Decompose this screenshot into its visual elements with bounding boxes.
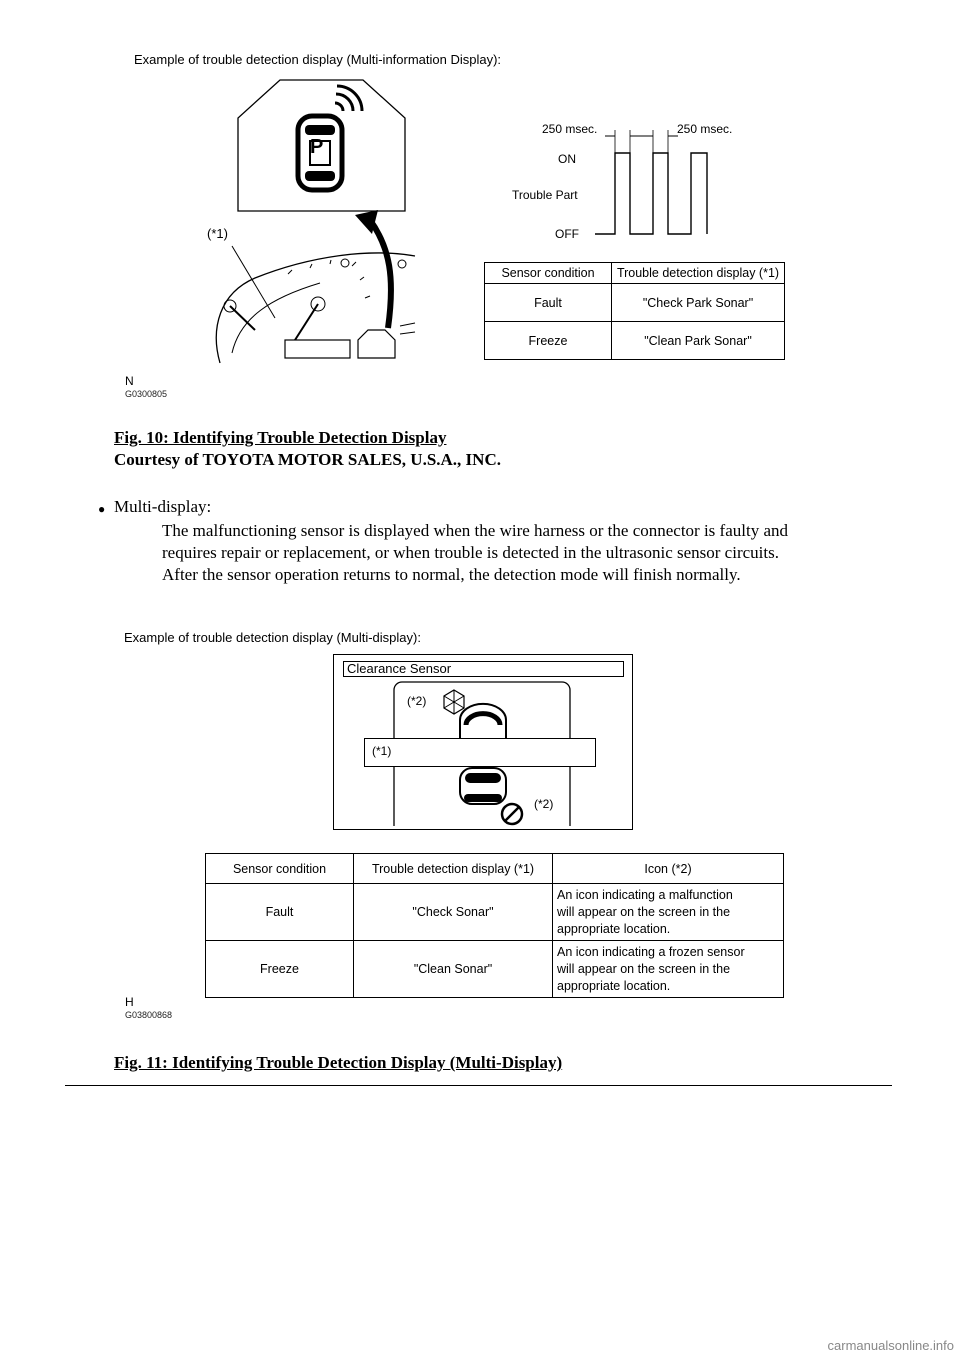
divider	[65, 1085, 892, 1086]
table-cell: "Clean Sonar"	[354, 941, 553, 998]
table-header: Trouble detection display (*1)	[612, 263, 785, 284]
paragraph-line: requires repair or replacement, or when trouble is detected in the ultrasonic sensor circuits.	[162, 543, 779, 562]
fig11-code: G03800868	[125, 1010, 173, 1020]
park-letter: P	[310, 136, 324, 158]
paragraph-line: After the sensor operation returns to normal, the detection mode will finish normally.	[162, 565, 741, 584]
paragraph-line: The malfunctioning sensor is displayed when the wire harness or the connector is faulty and	[162, 521, 788, 540]
fig10-courtesy: Courtesy of TOYOTA MOTOR SALES, U.S.A., INC.	[114, 450, 501, 469]
timing-off-label: OFF	[555, 227, 579, 241]
timing-trouble-part-label: Trouble Part	[512, 188, 578, 202]
table-cell	[553, 941, 784, 998]
table-cell-line: appropriate location.	[557, 978, 671, 993]
bullet-title: Multi-display:	[114, 497, 212, 516]
fig10-caption: Fig. 10: Identifying Trouble Detection Display	[114, 428, 447, 447]
table-cell: Fault	[485, 284, 612, 322]
table-header: Sensor condition	[206, 854, 354, 884]
table-cell-line: will appear on the screen in the	[557, 904, 731, 919]
table-cell-line: appropriate location.	[557, 921, 671, 936]
watermark[interactable]: carmanualsonline.info	[827, 1338, 954, 1353]
timing-on-label: ON	[558, 152, 576, 166]
instrument-cluster-illustration	[200, 78, 440, 378]
fig10-label: Example of trouble detection display (Multi-information Display):	[134, 52, 502, 67]
fig10-letter: N	[125, 374, 134, 388]
fig11-star2-top: (*2)	[407, 694, 427, 708]
fig11-letter: H	[125, 995, 134, 1009]
trouble-message-bar	[364, 738, 596, 767]
table-header: Sensor condition	[485, 263, 612, 284]
table-cell: "Clean Park Sonar"	[612, 322, 785, 360]
table-cell-line: will appear on the screen in the	[557, 961, 731, 976]
section-paragraph	[162, 520, 902, 586]
fig11-label: Example of trouble detection display (Multi-display):	[124, 630, 421, 645]
timing-diagram	[595, 128, 765, 243]
table-cell-line: An icon indicating a frozen sensor	[557, 944, 745, 959]
table-cell-line: An icon indicating a malfunction	[557, 887, 733, 902]
timing-right-msec: 250 msec.	[677, 122, 733, 136]
table-cell: "Check Sonar"	[354, 884, 553, 941]
fig10-star1-label: (*1)	[207, 226, 228, 241]
fig10-code: G0300805	[125, 389, 168, 399]
timing-left-msec: 250 msec.	[542, 122, 598, 136]
table-cell: "Check Park Sonar"	[612, 284, 785, 322]
bullet-icon: ●	[98, 502, 106, 516]
table-cell: Freeze	[206, 941, 354, 998]
table-header: Trouble detection display (*1)	[354, 854, 553, 884]
fig10-table	[484, 262, 785, 360]
fig11-star1: (*1)	[372, 744, 392, 758]
malfunction-icon	[502, 804, 522, 824]
screen-title: Clearance Sensor	[343, 661, 624, 677]
table-cell: Freeze	[485, 322, 612, 360]
fig11-caption: Fig. 11: Identifying Trouble Detection Display (Multi-Display)	[114, 1053, 563, 1072]
fig11-table	[205, 853, 784, 998]
table-cell	[553, 884, 784, 941]
fig11-star2-bottom: (*2)	[534, 797, 554, 811]
snowflake-icon	[444, 690, 464, 714]
table-cell: Fault	[206, 884, 354, 941]
table-header: Icon (*2)	[553, 854, 784, 884]
